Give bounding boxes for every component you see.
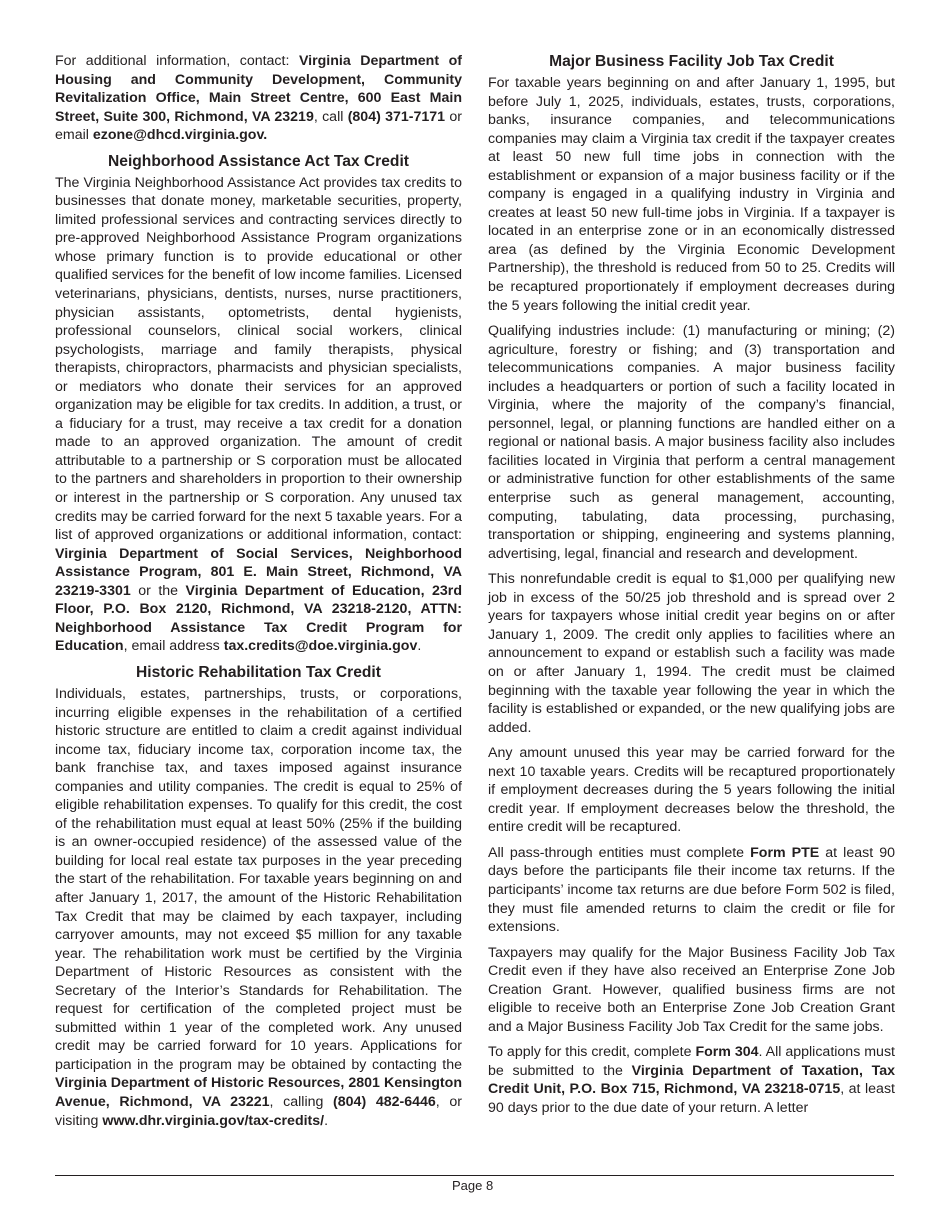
text-run: This nonrefundable credit is equal to $1,000 per qualifying new job in excess of the 50/25 job threshold and is spread over 2 years for taxpayers whose initial credit year begins on or after January 1, 2009. The credit only applies to facilities where an announcement to expand or establish such a facility was made on or after January 1, 1994. The credit must be claimed beginning with the taxable year following the year in which the facility is established or expanded, or the new qualifying jobs are added. [488, 571, 895, 736]
bold-text: tax.credits@doe.virginia.gov [223, 638, 418, 655]
bold-text: Virginia Department of Social Services, Neighborhood Assistance Program, 801 E. Main Street, Richmond, VA 23219-3301 [55, 545, 462, 599]
text-run: The Virginia Neighborhood Assistance Act provides tax credits to businesses that donate money, marketable securities, property, limited professional services and contracting services directly to pre-approved Neighborhood Assistance Program organizations whose primary function is to provide educational or other qualified services for the benefit of low income families. Licensed veterinarians, physicians, dentists, nurses, nurse practitioners, physician assistants, optometrists, dental hygienists, professional counselors, clinical social workers, clinical psychologists, marriage and family therapists, physical therapists, chiropractors, pharmacists and physician specialists, or mediators who donate their services for an approved organization may be eligible for tax credits. In addition, a trust, or a fiduciary for a trust, may receive a tax credit for a donation made to an approved organization. The amount of credit attributable to a partnership or S corporation must be allocated to the partners and shareholders in proportion to their ownership or interest in the partnership or S corporation. Any unused tax credits may be carried forward for the next 5 taxable years. For a list of approved organizations or additional information, contact: [55, 174, 462, 544]
text-run: For additional information, contact: [55, 53, 299, 69]
bold-text: www.dhr.virginia.gov/tax-credits/ [102, 1112, 325, 1129]
bold-text: Virginia Department of Housing and Community Development, Community Revitalization Office, Main Street Centre, 600 East Main Street, Suite 300, Richmond, VA 23219 [55, 53, 462, 125]
bold-text: (804) 371-7171 [347, 108, 446, 125]
paragraph [488, 570, 895, 737]
text-run: For taxable years beginning on and after January 1, 1995, but before July 1, 2025, individuals, estates, trusts, corporations, banks, insurance companies, and telecommunications companies may claim a Virginia tax credit if the taxpayer creates at least 50 new full time jobs in connection with the establishment or expansion of a major business facility or if the company is engaged in a qualifying industry in Virginia and creates at least 50 new full-time jobs in Virginia. If a taxpayer is located in an enterprise zone or in an economically distressed area (as defined by the Virginia Economic Development Partnership), the threshold is reduced from 50 to 25. Credits will be recaptured proportionately if employment decreases during the 5 years following the initial credit year. [488, 75, 895, 314]
text-run: All pass-through entities must complete [488, 844, 751, 861]
bold-text: (804) 482-6446 [333, 1093, 436, 1110]
bold-text: Form PTE [750, 844, 820, 861]
bold-text: ezone@dhcd.virginia.gov. [92, 127, 268, 144]
text-run: . [324, 1112, 329, 1129]
text-run: , or visiting [55, 1093, 463, 1129]
paragraph [488, 322, 895, 563]
text-run: Taxpayers may qualify for the Major Business Facility Job Tax Credit even if they have also received an Enterprise Zone Job Creation Grant. However, qualified business firms are not eligible to receive both an Enterprise Zone Job Creation Grant and a Major Business Facility Job Tax Credit for the same jobs. [488, 944, 895, 1035]
paragraph [488, 744, 895, 837]
bold-text: Virginia Department of Historic Resources, 2801 Kensington Avenue, Richmond, VA 23221 [55, 1075, 462, 1110]
text-run: To apply for this credit, complete [488, 1044, 696, 1061]
paragraph [55, 174, 462, 656]
text-run: . [417, 638, 422, 655]
section-heading: Historic Rehabilitation Tax Credit [136, 663, 381, 681]
text-run: Qualifying industries include: (1) manufacturing or mining; (2) agriculture, forestry or fishing; and (3) transportation and telecommunications companies. A major business facility includes a headquarters or portion of such a facility located in Virginia, where the majority of the company’s financial, personnel, legal, or planning functions are handled either on a regional or national basis. A major business facility also includes facilities located in Virginia that perform a central management or administrative function for other establishments of the same enterprise such as general management, accounting, computing, tabulating, data processing, purchasing, transportation or shipping, engineering and systems planning, advertising, legal, financial and research and development. [488, 323, 895, 562]
text-run: , at least 90 days prior to the due date of your return. A letter [488, 1081, 895, 1116]
text-run: Any amount unused this year may be carried forward for the next 10 taxable years. Credits will be recaptured proportionately if employment decreases during the 5 years following the initial credit year. If employment decreases below the threshold, the entire credit will be recaptured. [488, 745, 895, 836]
left-column [55, 52, 462, 1137]
paragraph [488, 844, 895, 937]
page-number: Page 8 [452, 1178, 494, 1193]
text-run: , calling [269, 1093, 334, 1110]
section-heading: Major Business Facility Job Tax Credit [549, 53, 834, 70]
right-column [488, 52, 895, 1125]
text-run: , call [313, 108, 348, 125]
paragraph [488, 1043, 895, 1117]
paragraph [488, 944, 895, 1037]
text-run: Individuals, estates, partnerships, trusts, or corporations, incurring eligible expenses in the rehabilitation of a certified historic structure are entitled to claim a credit against individual income tax, fiduciary income tax, corporation income tax, the bank franchise tax, and taxes imposed against insurance companies and utility companies. The credit is equal to 25% of eligible rehabilitation expenses. To qualify for this credit, the cost of the rehabilitation must equal at least 50% (25% if the building is an owner-occupied residence) of the assessed value of the building for local real estate tax purposes in the year preceding the start of the rehabilitation. For taxable years beginning on and after January 1, 2017, the amount of the Historic Rehabilitation Tax Credit that may be claimed by each taxpayer, including carryover amounts, may not exceed $5 million for any taxable year. The rehabilitation work must be certified by the Virginia Department of Historic Resources as consistent with the Secretary of the Interior’s Standards for Rehabilitation. The request for certification of the completed project must be submitted within 1 year of the completed work. Any unused credit may be carried forward for 10 years. Applications for participation in the program may be obtained by contacting the [55, 685, 462, 1073]
paragraph [55, 52, 462, 145]
bold-text: Virginia Department of Taxation, Tax Credit Unit, P.O. Box 715, Richmond, VA 23218-0715 [488, 1062, 895, 1098]
text-run: . All applications must be submitted to the [488, 1044, 895, 1079]
section-heading: Neighborhood Assistance Act Tax Credit [108, 152, 409, 170]
bold-text: Form 304 [695, 1044, 759, 1061]
bold-text: Virginia Department of Education, 23rd Floor, P.O. Box 2120, Richmond, VA 23218-2120, ATTN: Neighborhood Assistance Tax Credit Program for Education [55, 582, 462, 655]
text-run: or the [130, 582, 186, 599]
text-run: or email [55, 108, 462, 144]
text-run: at least 90 days before the participants file their income tax returns. If the participants’ income tax returns are due before Form 502 is filed, they must file amended returns to claim the credit or file for extensions. [488, 844, 895, 936]
text-run: , email address [123, 638, 224, 655]
paragraph [488, 74, 895, 315]
paragraph [55, 685, 462, 1130]
footer-divider [55, 1175, 894, 1176]
